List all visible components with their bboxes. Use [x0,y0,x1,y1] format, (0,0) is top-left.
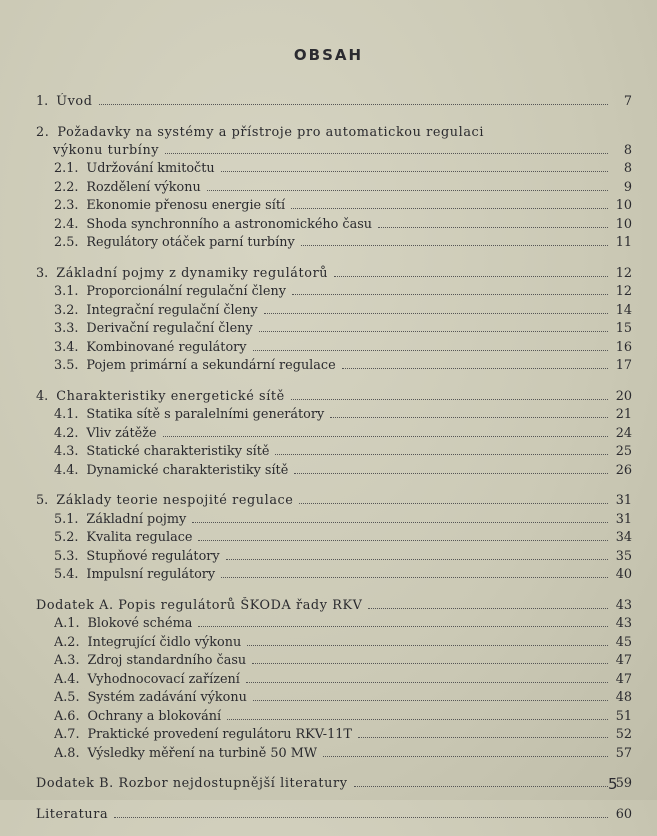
dot-leader [253,350,609,351]
toc-entry-title: Praktické provedení regulátoru RKV-11T [87,727,352,742]
toc-entry-page: 15 [615,321,632,336]
toc-entry-page: 25 [615,444,632,459]
toc-entry-number: A.7. [54,727,80,742]
toc-entry-title: Vyhodnocovací zařízení [87,671,240,687]
toc-entry-number: A.2. [54,634,80,650]
toc-entry-title: Shoda synchronního a astronomického času [86,216,373,232]
toc-section [36,124,632,253]
toc-entry-title: Proporcionální regulační členy [86,284,286,299]
toc-heading-line [36,124,632,142]
toc-entry[interactable] [36,142,632,161]
toc-entry-title: Dodatek A. Popis regulátorů ŠKODA řady RKV [36,597,363,613]
toc-entry-page: 34 [615,530,632,545]
toc-entry-number: A.6. [54,708,80,724]
toc-entry-number: 1. [36,94,49,109]
toc-entry-title: Ekonomie přenosu energie sítí [86,198,286,213]
toc-entry[interactable] [36,197,632,216]
toc-entry[interactable] [36,689,632,708]
toc-entry-title: Stupňové regulátory [86,548,220,564]
page-number: 5 [608,775,618,793]
toc-entry[interactable] [36,388,632,407]
dot-leader [334,276,608,277]
toc-entry-number: 4.2. [54,425,79,441]
toc-entry[interactable] [36,302,632,321]
toc-entry[interactable] [36,634,632,653]
toc-entry[interactable] [36,93,632,112]
toc-entry-page: 47 [615,671,632,687]
dot-leader [253,700,608,701]
toc-entry-title: Systém zadávání výkonu [87,690,247,705]
toc-entry-title: Dynamické charakteristiky sítě [86,462,289,478]
toc-entry-number: 2. [36,124,50,140]
dot-leader [291,208,608,209]
toc-entry-page: 12 [615,265,632,281]
toc-entry-title: Rozdělení výkonu [86,179,201,195]
toc-entry-title: Výsledky měření na turbině 50 MW [87,745,317,761]
toc-entry-title: Dodatek B. Rozbor nejdostupnější literatury [36,776,348,791]
toc-entry-title: Vliv zátěže [86,425,157,441]
toc-entry-title: Literatura [36,806,109,822]
dot-leader [291,399,608,400]
toc-entry[interactable] [36,615,632,634]
toc-entry-number: 3.2. [54,302,79,318]
toc-entry-title: Základy teorie nespojité regulace [56,493,294,508]
toc-entry[interactable] [36,775,632,794]
dot-leader [342,368,608,369]
toc-entry-title: Úvod [56,94,93,109]
dot-leader [165,153,608,154]
toc-entry-page: 43 [615,597,632,613]
toc-entry[interactable] [36,745,632,764]
toc-entry[interactable] [36,511,632,530]
toc-entry-title: výkonu turbíny [53,142,160,158]
toc-entry-page: 52 [615,727,632,742]
toc-entry-number: A.5. [54,690,80,705]
toc-section [36,265,632,376]
toc-entry-number: 2.4. [54,216,79,232]
toc-section [36,492,632,585]
toc-entry-title: Charakteristiky energetické sítě [56,388,285,404]
toc-entry-title: Blokové schéma [87,616,193,631]
toc-entry-title: Statické charakteristiky sítě [86,444,270,459]
toc-entry-title: Základní pojmy z dynamiky regulátorů [56,265,329,281]
toc-entry-number: 2.5. [54,235,79,250]
toc-entry-number: A.1. [54,616,80,631]
toc-entry[interactable] [36,708,632,727]
toc-entry-page: 21 [615,407,632,422]
toc-entry-page: 12 [615,284,632,299]
dot-leader [227,719,608,720]
toc-entry-number: 5.2. [54,530,79,545]
toc-entry[interactable] [36,234,632,253]
toc-entry[interactable] [36,265,632,284]
toc-entry-title: Základní pojmy [86,511,187,527]
toc-entry-title: Integrační regulační členy [86,302,258,318]
toc-entry[interactable] [36,216,632,235]
toc-entry-page: 16 [615,339,632,355]
toc-entry-title: Udržování kmitočtu [86,161,215,176]
dot-leader [247,645,608,646]
toc-entry-title: Regulátory otáček parní turbíny [86,235,295,250]
toc-entry-number: 4.3. [54,444,79,459]
toc-entry-number: 3.5. [54,358,79,373]
toc-entry-page: 11 [615,235,632,250]
toc-entry[interactable] [36,548,632,567]
dot-leader [259,331,608,332]
toc-entry-number: A.8. [54,745,80,761]
toc-entry-number: 3.1. [54,284,79,299]
toc-entry-page: 45 [615,634,632,650]
toc-entry-title: Pojem primární a sekundární regulace [86,358,336,373]
dot-leader [299,503,608,504]
toc-section [36,93,632,112]
dot-leader [221,171,608,172]
toc-entry[interactable] [36,652,632,671]
dot-leader [378,227,608,228]
toc-entry-number: 2.1. [54,161,79,176]
dot-leader [330,417,608,418]
toc-entry-number: 3.3. [54,321,79,336]
toc-entry[interactable] [36,462,632,481]
dot-leader [358,737,608,738]
toc-entry-number: 3. [36,265,49,281]
toc-entry[interactable] [36,443,632,462]
toc-entry-title: Kombinované regulátory [86,339,247,355]
toc-entry-title: Ochrany a blokování [87,708,222,724]
toc-entry-page: 14 [615,302,632,318]
dot-leader [114,817,608,818]
toc-entry-page: 17 [615,358,632,373]
toc-section [36,388,632,481]
toc-entry[interactable] [36,726,632,745]
toc-entry-page: 35 [615,548,632,564]
toc-section [36,775,632,794]
toc-entry-title: Impulsní regulátory [86,567,216,582]
dot-leader [99,104,608,105]
toc-entry-number: 3.4. [54,339,79,355]
toc-entry-title: Statika sítě s paralelními generátory [86,407,325,422]
toc-entry-number: A.3. [54,653,80,668]
toc-entry-page: 7 [623,94,632,109]
toc-entry[interactable] [36,806,632,825]
toc-entry-page: 31 [615,493,632,508]
dot-leader [192,522,608,523]
page-title: OBSAH [293,46,364,64]
toc-entry-page: 31 [615,511,632,527]
toc-entry-title: Derivační regulační členy [86,321,253,336]
toc-entry-page: 20 [615,388,632,404]
toc-entry-page: 24 [615,425,632,441]
toc-entry[interactable] [36,406,632,425]
toc-entry-page: 26 [615,462,632,478]
toc-entry-page: 57 [615,745,632,761]
toc-entry[interactable] [36,529,632,548]
toc-entry[interactable] [36,179,632,198]
dot-leader [294,473,608,474]
toc-entry-title: Kvalita regulace [86,530,193,545]
dot-leader [252,663,608,664]
toc-entry[interactable] [36,357,632,376]
toc-entry-page: 60 [615,806,632,822]
dot-leader [246,682,608,683]
table-of-contents [36,93,632,836]
toc-entry-number: 2.2. [54,179,79,195]
toc-entry-page: 47 [615,653,632,668]
toc-entry[interactable] [36,671,632,690]
toc-entry-number: 5.1. [54,511,79,527]
toc-entry-number: A.4. [54,671,80,687]
toc-entry-page: 10 [615,198,632,213]
toc-entry-number: 4.4. [54,462,79,478]
toc-entry-number: 4.1. [54,407,79,422]
toc-entry[interactable] [36,597,632,616]
toc-entry-title: Zdroj standardního času [87,653,247,668]
toc-entry-page: 9 [623,179,632,195]
toc-section [36,806,632,825]
dot-leader [323,756,608,757]
toc-entry-page: 40 [615,567,632,582]
toc-entry-page: 59 [615,776,632,791]
toc-entry-page: 48 [615,690,632,705]
toc-entry-title: Požadavky na systémy a přístroje pro automatickou regulaci [57,124,485,140]
dot-leader [198,626,608,627]
toc-entry[interactable] [36,283,632,302]
dot-leader [368,608,608,609]
toc-entry-number: 4. [36,388,49,404]
toc-entry-number: 5.4. [54,567,79,582]
dot-leader [207,190,608,191]
dot-leader [198,540,608,541]
dot-leader [301,245,608,246]
toc-entry[interactable] [36,320,632,339]
toc-entry-page: 8 [623,161,632,176]
toc-entry-number: 5.3. [54,548,79,564]
dot-leader [163,436,608,437]
toc-entry-title: Integrující čidlo výkonu [87,634,242,650]
dot-leader [226,559,608,560]
toc-entry[interactable] [36,425,632,444]
dot-leader [221,577,608,578]
dot-leader [354,786,608,787]
toc-entry[interactable] [36,492,632,511]
dot-leader [264,313,608,314]
toc-entry-page: 10 [615,216,632,232]
toc-entry[interactable] [36,566,632,585]
dot-leader [292,294,608,295]
dot-leader [275,454,608,455]
toc-entry[interactable] [36,160,632,179]
toc-entry-page: 43 [615,616,632,631]
toc-entry-page: 8 [623,142,632,158]
toc-entry[interactable] [36,339,632,358]
toc-entry-page: 51 [615,708,632,724]
toc-entry-number: 2.3. [54,198,79,213]
toc-entry-number: 5. [36,493,49,508]
toc-section [36,597,632,764]
